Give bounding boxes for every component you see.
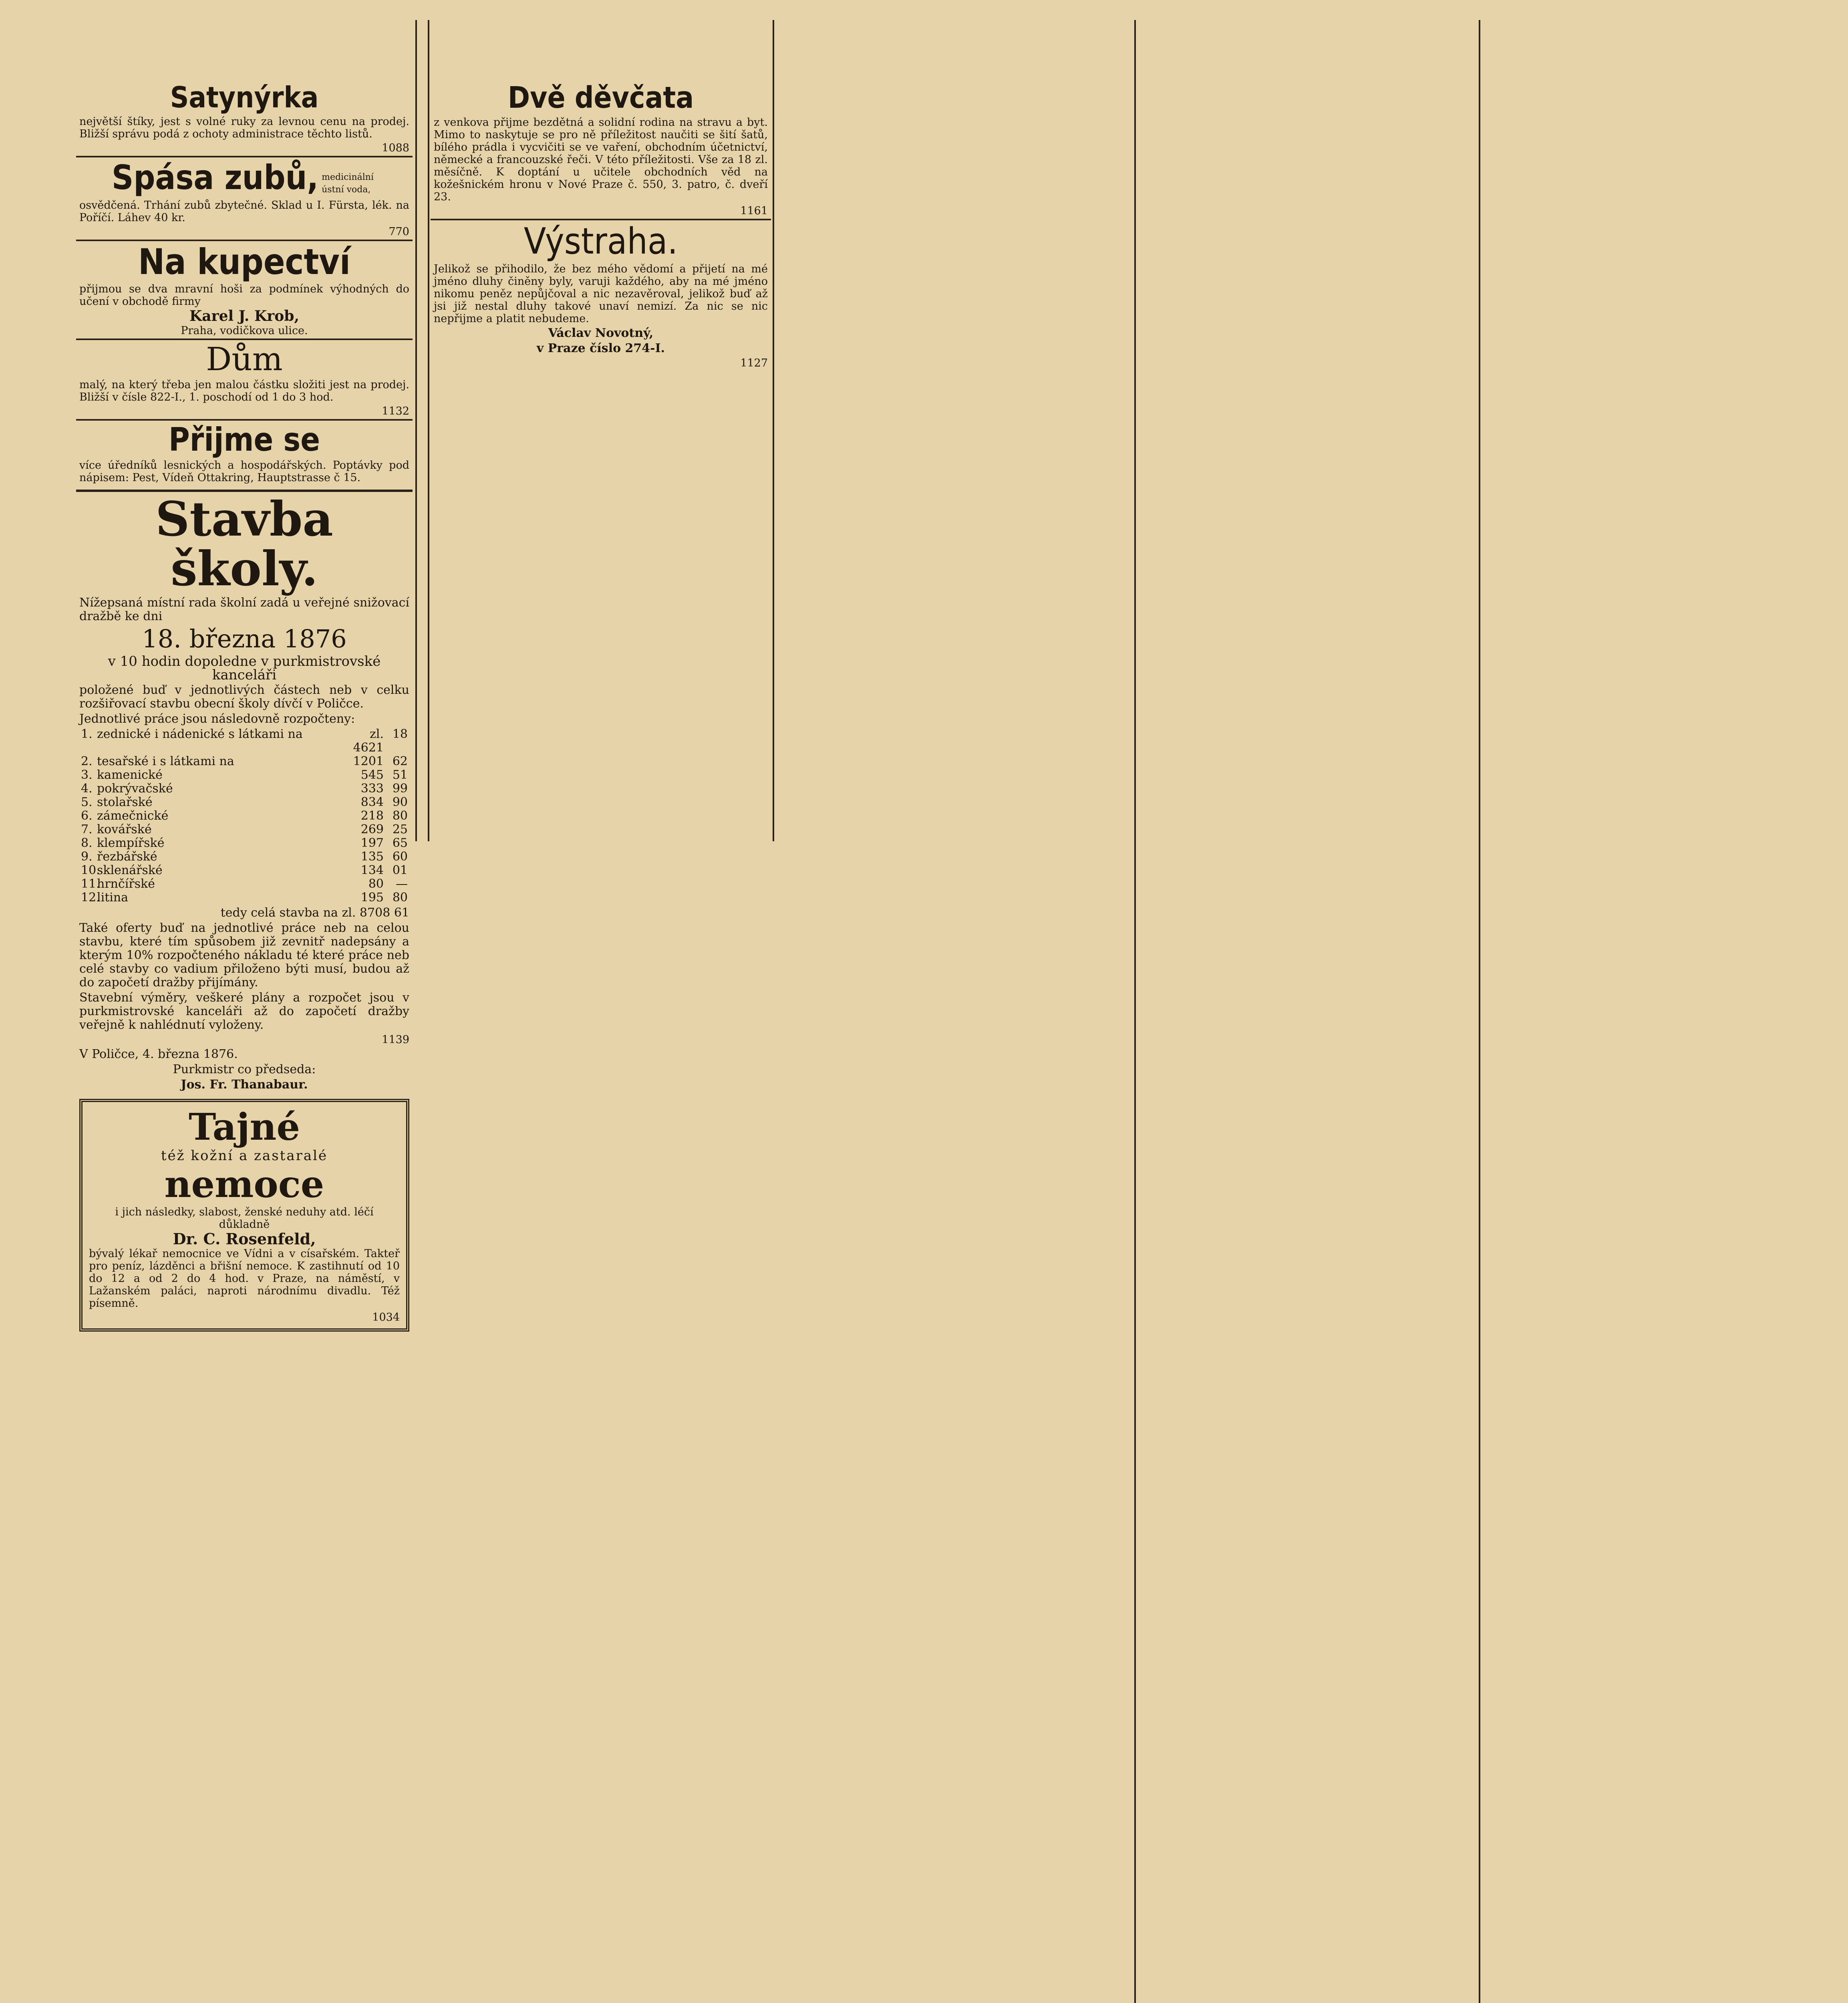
ad-paragraph: Také oferty buď na jednotlivé práce neb na celou stavbu, které tím spůsobem již zevnitř nadepsány a kterým 10% rozpočteného nákladu té které práce neb celé stavby co vadium přiloženo býti musí, budou až do započetí dražby přijímány. (79, 921, 409, 989)
ad-stavba-skoly (76, 490, 413, 1093)
cost-item-label: zednické i nádenické s látkami na (97, 727, 303, 741)
cost-item-label: řezbářské (97, 849, 157, 864)
cost-item-label: kamenické (97, 768, 163, 782)
cost-item-number: 10. (81, 863, 100, 877)
ad-dum (76, 339, 413, 419)
ad-address: Praha, vodičkova ulice. (181, 324, 308, 337)
cost-item-label: klempířské (97, 836, 165, 850)
ad-title: Satynýrka (170, 81, 319, 114)
cost-item-number: 9. (81, 849, 93, 864)
cost-item-number: 5. (81, 795, 93, 809)
ad-number: 1034 (372, 1311, 400, 1324)
cost-item-amount: 545 (360, 768, 384, 782)
cost-item-amount: 135 (360, 849, 384, 864)
cost-item (81, 836, 408, 850)
cost-item-amount: 197 (360, 836, 384, 850)
ad-body: osvědčená. Trhání zubů zbytečné. Sklad u I. Fürsta, lék. na Poříčí. Láhev 40 kr. (79, 199, 409, 224)
ad-sign-role: Purkmistr co předseda: (173, 1062, 316, 1076)
ad-subtitle: též kožní a zastaralé (161, 1147, 328, 1164)
cost-item-cents: 99 (392, 781, 408, 796)
column-3-placeholder (431, 80, 771, 1322)
ad-number: 1161 (740, 204, 768, 217)
ad-title: Spása zubů, (111, 157, 319, 197)
cost-item-amount: 269 (360, 822, 384, 836)
ad-name: Karel J. Krob, (189, 308, 299, 325)
ad-title: Stavba školy. (155, 491, 333, 597)
cost-item-number: 2. (81, 754, 93, 768)
ad-body-2: bývalý lékař nemocnice ve Vídni a v císařském. Takteř pro peníz, lázděnci a břišní nemoce. K zastihnutí od 10 do 12 a od 2 do 4 hod. v Praze, na náměstí, v Lažanském paláci, naproti národnímu divadlu. Též písemně. (89, 1247, 400, 1310)
column-rule (1479, 20, 1480, 2003)
ad-address: v Praze číslo 274-I. (536, 341, 665, 356)
cost-item-cents: 80 (392, 808, 408, 823)
ad-place-date: V Poličce, 4. března 1876. (79, 1047, 238, 1061)
cost-item-cents: 80 (392, 890, 408, 905)
column-1 (76, 80, 413, 1562)
ad-number: 1139 (382, 1033, 409, 1046)
ad-name: Václav Novotný, (548, 326, 654, 341)
ad-name: Dr. C. Rosenfeld, (173, 1230, 316, 1248)
cost-item-number: 11. (81, 877, 100, 891)
cost-item (81, 850, 408, 864)
ad-number: 1088 (382, 141, 409, 154)
cost-list (76, 727, 413, 905)
cost-item-label: hrnčířské (97, 877, 155, 891)
ad-paragraph: v 10 hodin dopoledne v purkmistrovské kanceláři (108, 653, 381, 683)
cost-item-label: zámečnické (97, 808, 169, 823)
ad-tajne (79, 1099, 409, 1332)
ad-title: Výstraha. (523, 220, 678, 262)
ad-subtitle: medicinální ústní voda, (322, 172, 374, 195)
cost-item (81, 809, 408, 823)
cost-item-cents: 65 (392, 836, 408, 850)
ad-title: Na kupectví (138, 241, 351, 282)
ad-spasa-zubu (76, 156, 413, 240)
cost-item-cents: 60 (392, 849, 408, 864)
column-rule (1134, 20, 1136, 2003)
ad-paragraph: Stavební výměry, veškeré plány a rozpočet jsou v purkmistrovské kanceláři až do započetí dražby veřejně k nahlédnutí vyloženy. (79, 990, 409, 1032)
cost-item-amount: 1201 (353, 754, 384, 768)
cost-item-number: 6. (81, 808, 93, 823)
ad-paragraph: Jednotlivé práce jsou následovně rozpočteny: (79, 711, 355, 726)
ad-total: tedy celá stavba na zl. 8708 61 (220, 905, 409, 920)
cost-item-cents: 62 (392, 754, 408, 768)
cost-item (81, 727, 408, 755)
ad-number: 770 (389, 225, 409, 238)
cost-item-number: 3. (81, 768, 93, 782)
cost-item-label: pokrývačské (97, 781, 173, 796)
ad-number: 1127 (740, 357, 768, 370)
ad-satyrka (76, 80, 413, 156)
ad-date: 18. března 1876 (142, 624, 347, 653)
cost-item-amount: 134 (360, 863, 384, 877)
ad-prijme-se (76, 419, 413, 486)
cost-item-cents: 51 (392, 768, 408, 782)
cost-item-cents: — (396, 877, 408, 891)
cost-item (81, 891, 408, 905)
cost-item-label: sklenářské (97, 863, 163, 877)
cost-item-number: 7. (81, 822, 93, 836)
ad-body: více úředníků lesnických a hospodářských. Poptávky pod nápisem: Pest, Vídeň Ottakring, Hauptstrasse č 15. (79, 459, 409, 484)
cost-item-cents: 01 (392, 863, 408, 877)
ad-body: i jich následky, slabost, ženské neduhy atd. léčí důkladně (115, 1206, 374, 1231)
cost-item-amount: 834 (360, 795, 384, 809)
cost-item-amount: 333 (360, 781, 384, 796)
cost-item-label: stolařské (97, 795, 153, 809)
cost-item-amount: 80 (368, 877, 384, 891)
cost-item (81, 823, 408, 836)
cost-item-number: 8. (81, 836, 93, 850)
cost-item-number: 1. (81, 727, 93, 741)
cost-item-amount: zl. 4621 (353, 727, 384, 755)
cost-item-amount: 218 (360, 808, 384, 823)
ad-paragraph: položené buď v jednotlivých částech neb v celku rozšiřovací stavbu obecní školy dívčí v Poličce. (79, 683, 409, 711)
cost-item (81, 796, 408, 809)
cost-item-number: 4. (81, 781, 93, 796)
ad-body: malý, na který třeba jen malou částku složiti jest na prodej. Bližší v čísle 822-I., 1. poschodí od 1 do 3 hod. (79, 379, 409, 404)
column-rule (428, 20, 429, 841)
ad-sign-name: Jos. Fr. Thanabaur. (181, 1077, 308, 1092)
ad-number: 1132 (382, 405, 409, 418)
ad-title: Tajné (189, 1105, 300, 1149)
cost-item-number: 12. (81, 890, 100, 905)
cost-item (81, 768, 408, 782)
cost-item-label: litina (97, 890, 129, 905)
ad-kupectvi (76, 240, 413, 339)
cost-item-label: tesařské i s látkami na (97, 754, 234, 768)
cost-item-cents: 18 (392, 727, 408, 741)
cost-item-amount: 195 (360, 890, 384, 905)
ad-title: Přijme se (168, 421, 320, 459)
ad-body: přijmou se dva mravní hoši za podmínek výhodných do učení v obchodě firmy (79, 283, 409, 308)
column-rule (773, 20, 774, 841)
cost-item (81, 877, 408, 891)
ad-body: Jelikož se přihodilo, že bez mého vědomí a přijetí na mé jméno dluhy činěny byly, varuji každého, aby na mé jméno nikomu peněz nepůjčoval a nic nezavěroval, jelikož buď až jsi již nestal dluhy takové unaví nemizí. Za nic se nic nepřijme a platit nebudeme. (434, 263, 768, 325)
ad-paragraph: Nížepsaná místní rada školní zadá u veřejné snižovací dražbě ke dni (79, 595, 409, 623)
cost-item (81, 755, 408, 768)
cost-item (81, 864, 408, 877)
cost-item-cents: 90 (392, 795, 408, 809)
ad-body: největší štíky, jest s volné ruky za levnou cenu na prodej. Bližší správu podá z ochoty administrace těchto listů. (79, 115, 409, 140)
ad-title-2: nemoce (164, 1162, 324, 1206)
ad-body: z venkova přijme bezdětná a solidní rodina na stravu a byt. Mimo to naskytuje se pro ně příležitost naučiti se šití šatů, bílého prádla i vycvičiti se ve vaření, obchodním účetnictví, německé a francouzské řeči. V této příležitosti. Vše za 18 zl. měsíčně. K doptání u učitele obchodních věd na kožešnickém hronu v Nové Praze č. 550, 3. patro, č. dveří 23. (434, 116, 768, 203)
ad-title: Dvě děvčata (507, 81, 694, 115)
cost-item (81, 782, 408, 796)
cost-item-label: kovářské (97, 822, 152, 836)
cost-item-cents: 25 (392, 822, 408, 836)
column-rule (415, 20, 417, 841)
ad-title: Dům (206, 341, 283, 378)
